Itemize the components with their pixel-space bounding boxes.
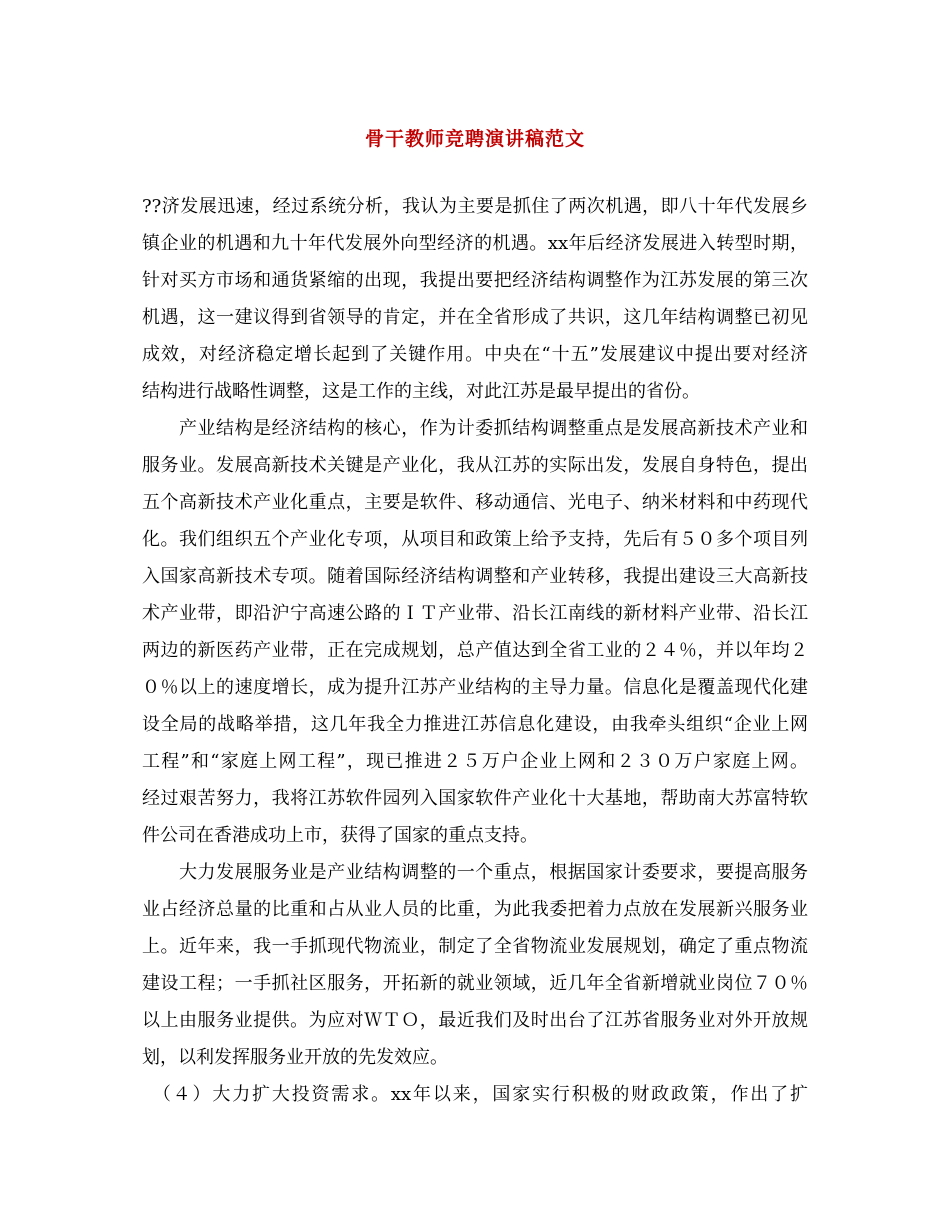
text-line: ??济发展迅速，经过系统分析，我认为主要是抓住了两次机遇，即八十年代发展乡 — [142, 196, 808, 217]
text-line: 件公司在香港成功上市，获得了国家的重点支持。 — [142, 825, 538, 846]
text-line: 服务业。发展高新技术关键是产业化，我从江苏的实际出发，发展自身特色，提出 — [142, 455, 808, 476]
text-line: 划，以利发挥服务业开放的先发效应。 — [142, 1047, 448, 1068]
text-line: 工程”和“家庭上网工程”，现已推进２５万户企业上网和２３０万户家庭上网。 — [142, 751, 808, 772]
text-line: 五个高新技术产业化重点，主要是软件、移动通信、光电子、纳米材料和中药现代 — [142, 492, 808, 513]
text-line: 入国家高新技术专项。随着国际经济结构调整和产业转移，我提出建设三大高新技 — [142, 566, 808, 587]
text-line: 术产业带，即沿沪宁高速公路的ＩＴ产业带、沿长江南线的新材料产业带、沿长江 — [142, 603, 808, 624]
text-line: 两边的新医药产业带，正在完成规划，总产值达到全省工业的２４％，并以年均２ — [142, 640, 808, 661]
text-line: 经过艰苦努力，我将江苏软件园列入国家软件产业化十大基地，帮助南大苏富特软 — [142, 788, 808, 809]
text-line: 大力发展服务业是产业结构调整的一个重点，根据国家计委要求，要提高服务 — [142, 862, 808, 883]
text-line: 建设工程；一手抓社区服务，开拓新的就业领域，近几年全省新增就业岗位７０％ — [142, 973, 808, 994]
text-line: 成效，对经济稳定增长起到了关键作用。中央在“十五”发展建议中提出要对经济 — [142, 344, 808, 365]
text-line: 化。我们组织五个产业化专项，从项目和政策上给予支持，先后有５０多个项目列 — [142, 529, 808, 550]
text-line: 以上由服务业提供。为应对ＷＴＯ，最近我们及时出台了江苏省服务业对外开放规 — [142, 1010, 808, 1031]
text-line: 机遇，这一建议得到省领导的肯定，并在全省形成了共识，这几年结构调整已初见 — [142, 307, 808, 328]
text-line: 产业结构是经济结构的核心，作为计委抓结构调整重点是发展高新技术产业和 — [142, 418, 808, 439]
text-line: ０％以上的速度增长，成为提升江苏产业结构的主导力量。信息化是覆盖现代化建 — [142, 677, 808, 698]
text-line: 镇企业的机遇和九十年代发展外向型经济的机遇。xx年后经济发展进入转型时期， — [142, 233, 808, 254]
text-line: 业占经济总量的比重和占从业人员的比重，为此我委把着力点放在发展新兴服务业 — [142, 899, 808, 920]
text-line: 结构进行战略性调整，这是工作的主线，对此江苏是最早提出的省份。 — [142, 381, 700, 402]
text-line: 针对买方市场和通货紧缩的出现，我提出要把经济结构调整作为江苏发展的第三次 — [142, 270, 808, 291]
text-line: 上。近年来，我一手抓现代物流业，制定了全省物流业发展规划，确定了重点物流 — [142, 936, 808, 957]
text-line: （４）大力扩大投资需求。xx年以来，国家实行积极的财政政策，作出了扩 — [142, 1084, 808, 1105]
text-line: 设全局的战略举措，这几年我全力推进江苏信息化建设，由我牵头组织“企业上网 — [142, 714, 808, 735]
document-title: 骨干教师竞聘演讲稿范文 — [364, 128, 585, 150]
document-body — [142, 188, 808, 1113]
